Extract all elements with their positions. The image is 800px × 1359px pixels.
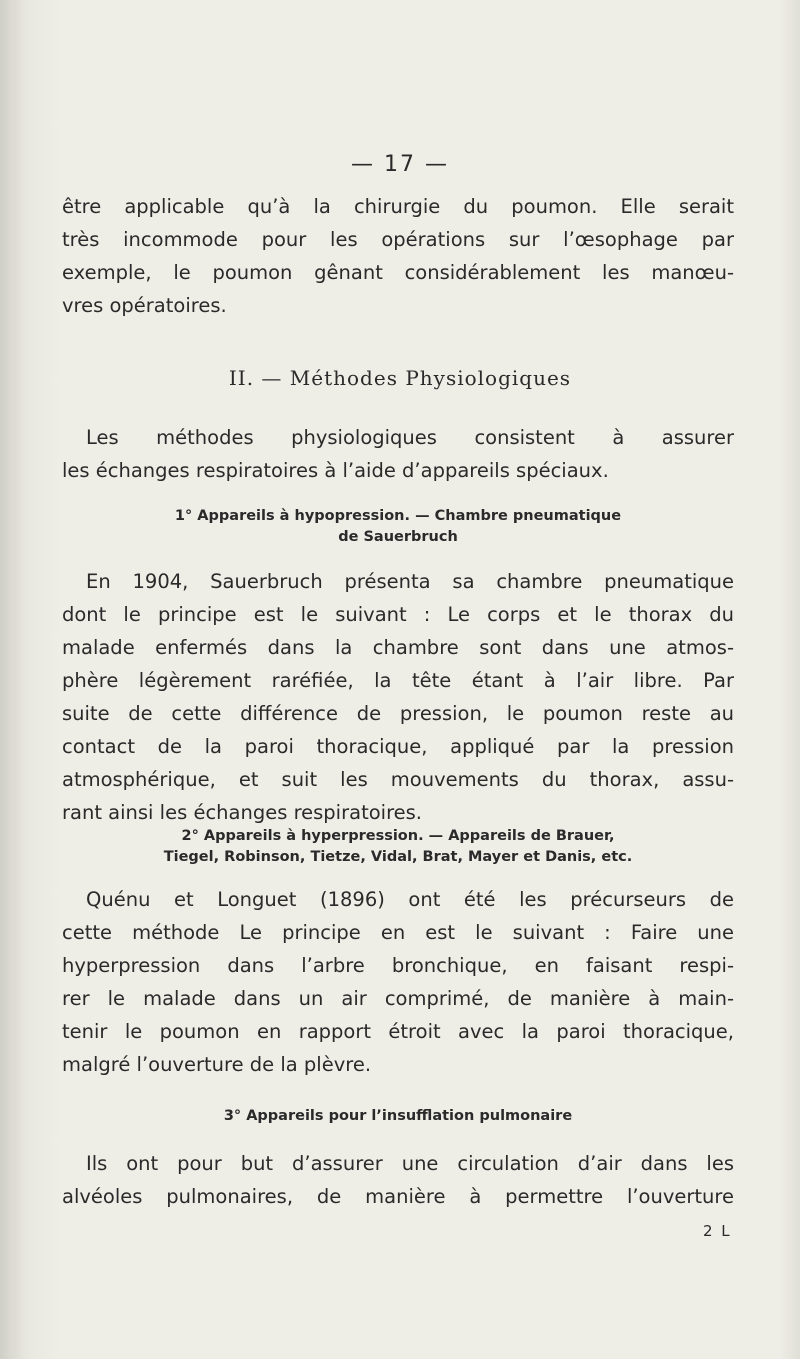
text-line: malade enfermés dans la chambre sont dans une atmos- — [62, 636, 734, 659]
subheading-line: 1° Appareils à hypopression. — Chambre pneumatique — [174, 508, 622, 524]
text-line: En 1904, Sauerbruch présenta sa chambre pneumatique — [86, 570, 734, 593]
text-line: suite de cette différence de pression, le poumon reste au — [62, 702, 734, 725]
printer-signature-mark: 2 L — [703, 1222, 732, 1240]
section-intro-paragraph — [62, 421, 734, 487]
page-number: — 17 — — [351, 152, 449, 177]
subheading-line: de Sauerbruch — [338, 529, 458, 545]
paragraph-insufflation — [62, 1147, 734, 1213]
subheading-insufflation — [62, 1106, 734, 1127]
text-line: très incommode pour les opérations sur l’œsophage par — [62, 228, 734, 251]
book-spine-shadow — [0, 0, 22, 1359]
text-line: Ils ont pour but d’assurer une circulation d’air dans les — [86, 1152, 734, 1175]
text-line: Quénu et Longuet (1896) ont été les précurseurs de — [86, 888, 734, 911]
text-line: rant ainsi les échanges respiratoires. — [62, 801, 423, 824]
subheading-hypopression — [62, 506, 734, 548]
text-line: contact de la paroi thoracique, appliqué par la pression — [62, 735, 734, 758]
text-line: atmosphérique, et suit les mouvements du thorax, assu- — [62, 768, 734, 791]
text-line: cette méthode Le principe en est le suivant : Faire une — [62, 921, 734, 944]
text-line: exemple, le poumon gênant considérablement les manœu- — [62, 261, 734, 284]
text-line: Les méthodes physiologiques consistent à assurer — [86, 426, 734, 449]
paragraph-quenu-longuet — [62, 883, 734, 1081]
text-line: être applicable qu’à la chirurgie du poumon. Elle serait — [62, 195, 734, 218]
text-line: malgré l’ouverture de la plèvre. — [62, 1053, 372, 1076]
section-heading: II. — Méthodes Physiologiques — [228, 366, 572, 390]
text-line: phère légèrement raréfiée, la tête étant à l’air libre. Par — [62, 669, 734, 692]
subheading-line: Tiegel, Robinson, Tietze, Vidal, Brat, Mayer et Danis, etc. — [163, 849, 633, 865]
text-line: tenir le poumon en rapport étroit avec la paroi thoracique, — [62, 1020, 734, 1043]
text-line: dont le principe est le suivant : Le corps et le thorax du — [62, 603, 734, 626]
paragraph-sauerbruch — [62, 565, 734, 829]
subheading-line: 2° Appareils à hyperpression. — Appareils de Brauer, — [181, 828, 615, 844]
text-line: hyperpression dans l’arbre bronchique, en faisant respi- — [62, 954, 734, 977]
text-line: vres opératoires. — [62, 294, 227, 317]
subheading-line: 3° Appareils pour l’insufflation pulmonaire — [223, 1108, 573, 1124]
intro-paragraph — [62, 190, 734, 322]
text-line: les échanges respiratoires à l’aide d’appareils spéciaux. — [62, 459, 609, 482]
text-line: alvéoles pulmonaires, de manière à permettre l’ouverture — [62, 1185, 734, 1208]
subheading-hyperpression — [62, 826, 734, 868]
text-line: rer le malade dans un air comprimé, de manière à main- — [62, 987, 734, 1010]
